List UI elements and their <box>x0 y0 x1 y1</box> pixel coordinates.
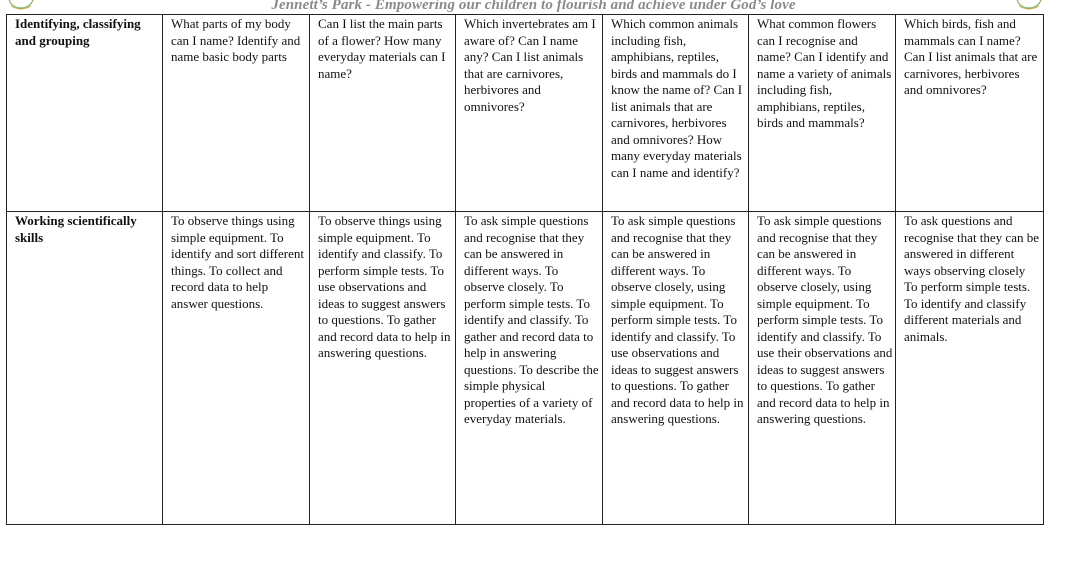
school-logo-icon <box>4 0 38 14</box>
school-logo-icon <box>1012 0 1046 14</box>
row-heading: Identifying, classifying and grouping <box>7 15 163 212</box>
table-cell: To observe things using simple equipment. To identify and sort different things. To collect and record data to help answer questions. <box>163 212 310 525</box>
row-heading: Working scientifically skills <box>7 212 163 525</box>
curriculum-table <box>6 14 1044 525</box>
page-header: Jennett’s Park - Empowering our children to flourish and achieve under God’s love <box>271 0 796 13</box>
table-cell: What parts of my body can I name? Identify and name basic body parts <box>163 15 310 212</box>
table-cell: Which common animals including fish, amphibians, reptiles, birds and mammals do I know the name of? Can I list animals that are carnivores, herbivores and omnivores? How many everyday materials can I name and identify? <box>603 15 749 212</box>
table-cell: To observe things using simple equipment. To identify and classify. To perform simple tests. To use observations and ideas to suggest answers to questions. To gather and record data to help in answering questions. <box>310 212 456 525</box>
table-row <box>7 212 1044 525</box>
table-row <box>7 15 1044 212</box>
table-cell: To ask simple questions and recognise that they can be answered in different ways. To observe closely, using simple equipment. To perform simple tests. To identify and classify. To use their observations and ideas to suggest answers to questions. To gather and record data to help in answering questions. <box>749 212 896 525</box>
table-cell: What common flowers can I recognise and name? Can I identify and name a variety of animals including fish, amphibians, reptiles, birds and mammals? <box>749 15 896 212</box>
table-cell: Which birds, fish and mammals can I name? Can I list animals that are carnivores, herbivores and omnivores? <box>896 15 1044 212</box>
table-cell: Which invertebrates am I aware of? Can I name any? Can I list animals that are carnivores, herbivores and omnivores? <box>456 15 603 212</box>
table-cell: To ask questions and recognise that they can be answered in different ways observing closely To perform simple tests. To identify and classify different materials and animals. <box>896 212 1044 525</box>
table-cell: Can I list the main parts of a flower? How many everyday materials can I name? <box>310 15 456 212</box>
table-cell: To ask simple questions and recognise that they can be answered in different ways. To observe closely. To perform simple tests. To identify and classify. To gather and record data to help in answering questions. To describe the simple physical properties of a variety of everyday materials. <box>456 212 603 525</box>
table-cell: To ask simple questions and recognise that they can be answered in different ways. To observe closely, using simple equipment. To perform simple tests. To identify and classify. To use observations and ideas to suggest answers to questions. To gather and record data to help in answering questions. <box>603 212 749 525</box>
